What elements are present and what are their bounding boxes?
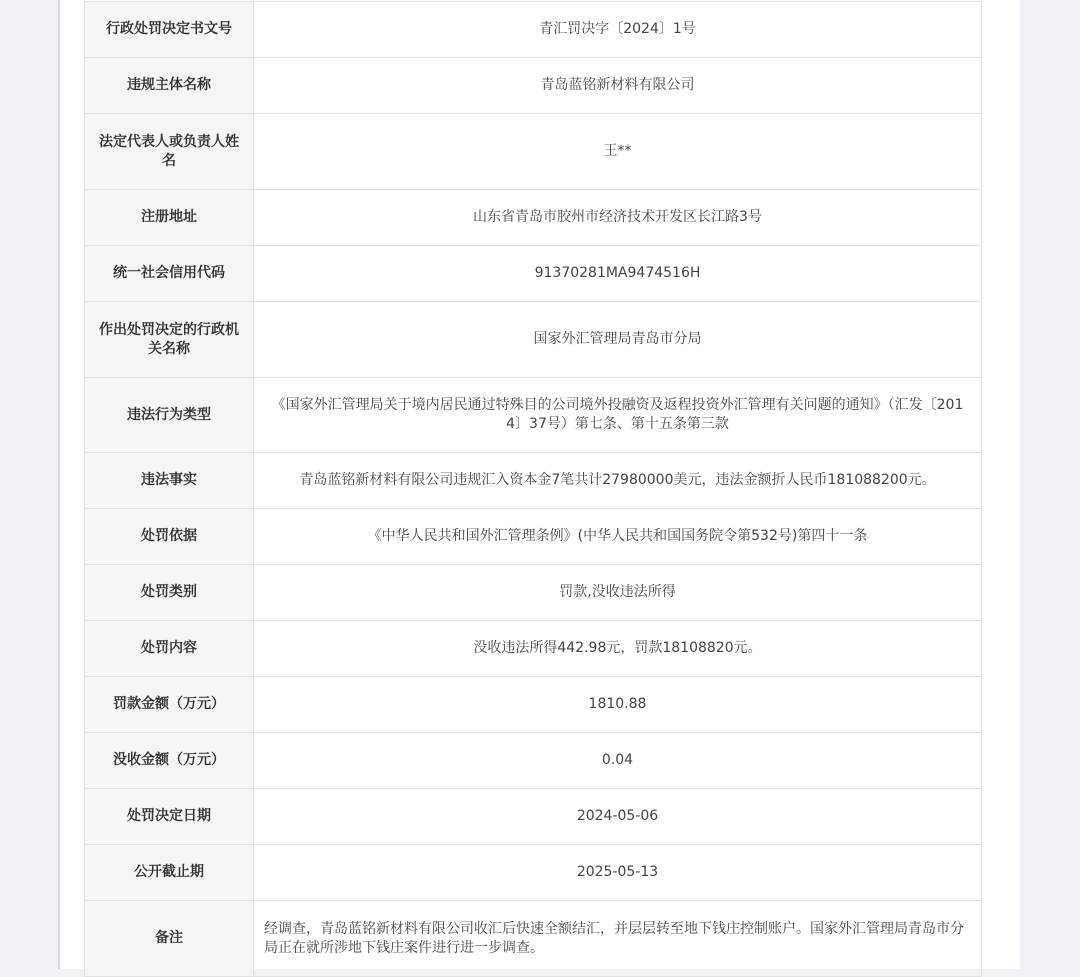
table-row [85,114,982,190]
row-label: 处罚决定日期 [85,789,254,845]
row-label: 作出处罚决定的行政机关名称 [85,302,254,378]
row-value: 王** [254,114,982,190]
row-label: 注册地址 [85,190,254,246]
row-label: 没收金额（万元） [85,733,254,789]
row-label: 处罚内容 [85,621,254,677]
table-row [85,190,982,246]
table-row [85,2,982,58]
table-row [85,565,982,621]
row-value: 没收违法所得442.98元，罚款18108820元。 [254,621,982,677]
table-row [85,378,982,453]
table-row [85,733,982,789]
row-label: 法定代表人或负责人姓名 [85,114,254,190]
row-label: 违法事实 [85,453,254,509]
row-value: 0.04 [254,733,982,789]
row-label: 处罚类别 [85,565,254,621]
row-value: 青汇罚决字〔2024〕1号 [254,2,982,58]
table-row [85,509,982,565]
row-label: 罚款金额（万元） [85,677,254,733]
row-value: 2025-05-13 [254,845,982,901]
row-label: 统一社会信用代码 [85,246,254,302]
table-row [85,246,982,302]
row-value: 1810.88 [254,677,982,733]
row-label: 违规主体名称 [85,58,254,114]
row-label: 备注 [85,901,254,977]
row-value: 罚款,没收违法所得 [254,565,982,621]
row-value: 经调查，青岛蓝铭新材料有限公司收汇后快速全额结汇，并层层转至地下钱庄控制账户。国家外汇管理局青岛市分局正在就所涉地下钱庄案件进行进一步调查。 [254,901,982,977]
document-sheet [60,0,1020,969]
table-row [85,58,982,114]
row-value: 青岛蓝铭新材料有限公司违规汇入资本金7笔共计27980000美元，违法金额折人民币181088200元。 [254,453,982,509]
row-value: 青岛蓝铭新材料有限公司 [254,58,982,114]
table-row [85,901,982,977]
table-row [85,453,982,509]
row-label: 行政处罚决定书文号 [85,2,254,58]
penalty-info-table [84,1,982,977]
row-label: 公开截止期 [85,845,254,901]
row-label: 处罚依据 [85,509,254,565]
table-row [85,621,982,677]
table-row [85,677,982,733]
row-value: 《中华人民共和国外汇管理条例》(中华人民共和国国务院令第532号)第四十一条 [254,509,982,565]
row-value: 91370281MA9474516H [254,246,982,302]
row-label: 违法行为类型 [85,378,254,453]
table-row [85,789,982,845]
row-value: 山东省青岛市胶州市经济技术开发区长江路3号 [254,190,982,246]
row-value: 《国家外汇管理局关于境内居民通过特殊目的公司境外投融资及返程投资外汇管理有关问题的通知》（汇发〔2014〕37号）第七条、第十五条第三款 [254,378,982,453]
table-row [85,845,982,901]
row-value: 国家外汇管理局青岛市分局 [254,302,982,378]
row-value: 2024-05-06 [254,789,982,845]
table-row [85,302,982,378]
